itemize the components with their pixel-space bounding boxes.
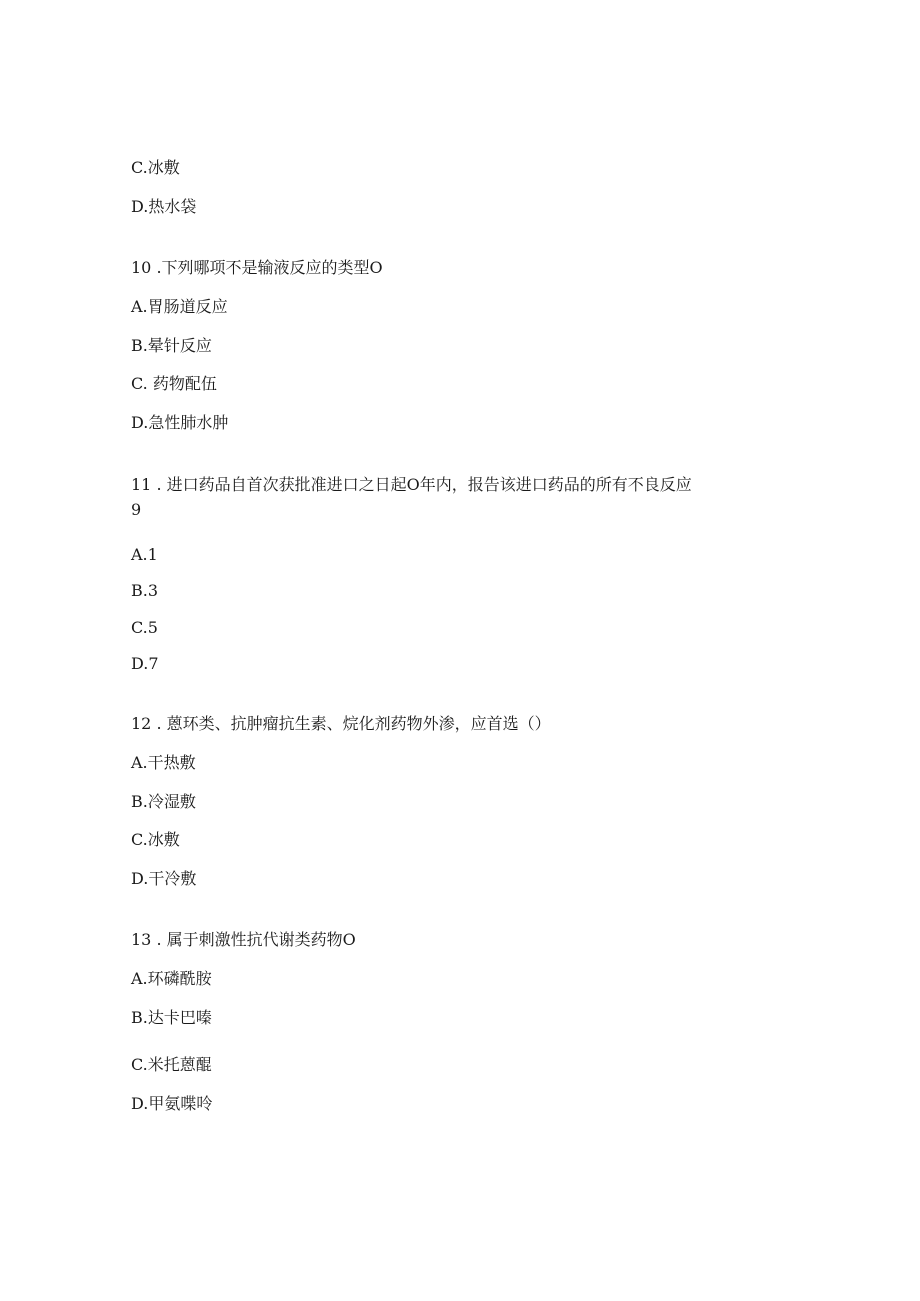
option-d: D.干冷敷 [131,869,197,888]
option-a: A.胃肠道反应 [131,297,228,316]
question-stem: 11 . 进口药品自首次获批准进口之日起O年内，报告该进口药品的所有不良反应 [131,475,692,494]
option-b: B.3 [131,581,159,600]
option-c: C.冰敷 [131,830,180,849]
option-d: D.甲氨喋呤 [131,1094,213,1113]
option-d: D.急性肺水肿 [131,413,229,432]
option-b: B.晕针反应 [131,336,212,355]
option-d-prev: D.热水袋 [131,197,197,216]
question-stem-continued: 9 [131,500,142,519]
option-a: A.1 [131,545,158,564]
option-c: C.米托蒽醌 [131,1055,212,1074]
option-b: B.达卡巴嗪 [131,1008,212,1027]
option-c: C. 药物配伍 [131,374,217,393]
question-stem: 13 . 属于刺激性抗代谢类药物O [131,930,356,949]
question-stem: 10 .下列哪项不是输液反应的类型O [131,258,383,277]
option-d: D.7 [131,654,159,673]
option-c: C.5 [131,618,158,637]
option-a: A.环磷酰胺 [131,969,212,988]
question-stem: 12 . 蒽环类、抗肿瘤抗生素、烷化剂药物外渗，应首选（） [131,714,551,733]
option-c-prev: C.冰敷 [131,158,180,177]
option-b: B.冷湿敷 [131,792,196,811]
option-a: A.干热敷 [131,753,196,772]
